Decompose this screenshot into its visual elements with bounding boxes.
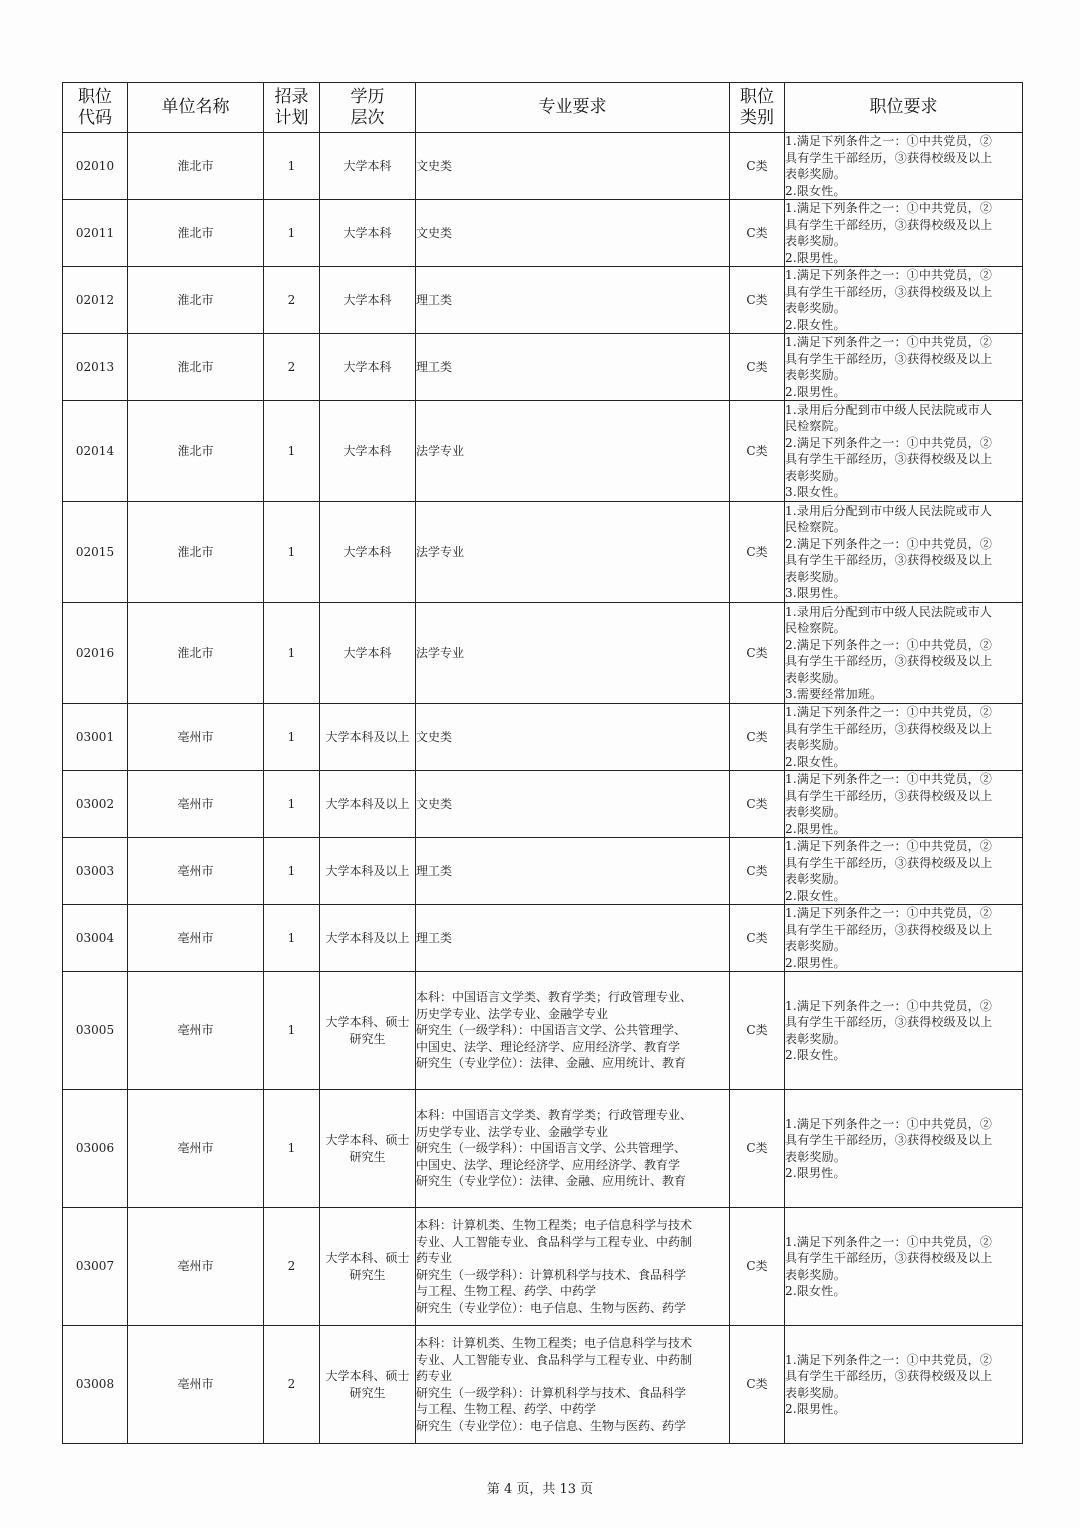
cell-position-code: 03001 bbox=[63, 704, 128, 771]
table-row bbox=[63, 771, 1023, 838]
cell-education-level: 大学本科 bbox=[320, 133, 416, 200]
header-position-requirement-text: 职位要求 bbox=[869, 97, 938, 117]
table-body bbox=[63, 133, 1023, 1444]
major-requirement-line: 中国史、法学、理论经济学、应用经济学、教育学 bbox=[416, 1039, 681, 1054]
cell-position-category: C类 bbox=[730, 704, 785, 771]
header-position-code bbox=[63, 83, 128, 133]
position-requirement-line: 1.满足下列条件之一：①中共党员，② bbox=[785, 1234, 993, 1249]
position-requirement-line: 表彰奖励。 bbox=[785, 670, 847, 685]
cell-position-category: C类 bbox=[730, 334, 785, 401]
position-requirement-line: 表彰奖励。 bbox=[785, 301, 847, 315]
cell-unit-name: 亳州市 bbox=[128, 1326, 264, 1444]
cell-position-code: 03007 bbox=[63, 1208, 128, 1326]
position-requirement-line: 2.限女性。 bbox=[785, 183, 846, 198]
cell-recruit-plan: 1 bbox=[264, 1090, 320, 1208]
position-requirement-line: 表彰奖励。 bbox=[785, 167, 847, 181]
major-requirement-line: 文史类 bbox=[416, 158, 453, 173]
header-recruit-plan bbox=[264, 83, 320, 133]
position-requirement-line: 具有学生干部经历，③获得校级及以上 bbox=[785, 150, 993, 165]
cell-unit-name: 淮北市 bbox=[128, 334, 264, 401]
position-requirement-line: 民检察院。 bbox=[785, 621, 847, 635]
cell-position-code: 02013 bbox=[63, 334, 128, 401]
cell-unit-name: 亳州市 bbox=[128, 771, 264, 838]
cell-education-level: 大学本科、硕士研究生 bbox=[320, 1090, 416, 1208]
cell-position-requirement bbox=[785, 771, 1023, 838]
table-row bbox=[63, 267, 1023, 334]
major-requirement-line: 历史学专业、法学专业、金融学专业 bbox=[416, 1006, 609, 1021]
cell-recruit-plan: 1 bbox=[264, 200, 320, 267]
cell-position-requirement bbox=[785, 1208, 1023, 1326]
cell-position-code: 03006 bbox=[63, 1090, 128, 1208]
position-requirement-line: 1.录用后分配到市中级人民法院或市人 bbox=[785, 503, 993, 518]
position-requirement-line: 2.限男性。 bbox=[785, 384, 846, 399]
position-requirement-line: 1.满足下列条件之一：①中共党员，② bbox=[785, 335, 993, 349]
cell-major-requirement bbox=[416, 1090, 730, 1208]
cell-position-category: C类 bbox=[730, 200, 785, 267]
position-requirement-line: 表彰奖励。 bbox=[785, 1385, 847, 1400]
position-requirement-line: 具有学生干部经历，③获得校级及以上 bbox=[785, 1251, 993, 1265]
cell-major-requirement bbox=[416, 1326, 730, 1444]
header-position-category-text: 职位 类别 bbox=[740, 86, 774, 128]
job-position-table bbox=[62, 82, 1023, 1444]
cell-major-requirement bbox=[416, 905, 730, 972]
table-row bbox=[63, 1326, 1023, 1444]
cell-major-requirement bbox=[416, 1208, 730, 1326]
position-requirement-line: 具有学生干部经历，③获得校级及以上 bbox=[785, 1015, 993, 1029]
position-requirement-line: 表彰奖励。 bbox=[785, 368, 847, 382]
cell-unit-name: 淮北市 bbox=[128, 603, 264, 704]
cell-education-level: 大学本科 bbox=[320, 334, 416, 401]
cell-major-requirement bbox=[416, 771, 730, 838]
major-requirement-line: 药专业 bbox=[416, 1369, 453, 1383]
position-requirement-line: 2.限男性。 bbox=[785, 1166, 846, 1180]
cell-position-category: C类 bbox=[730, 267, 785, 334]
table-row bbox=[63, 1090, 1023, 1208]
cell-position-category: C类 bbox=[730, 1208, 785, 1326]
cell-position-requirement bbox=[785, 502, 1023, 603]
position-requirement-line: 具有学生干部经历，③获得校级及以上 bbox=[785, 788, 993, 803]
position-requirement-line: 具有学生干部经历，③获得校级及以上 bbox=[785, 284, 993, 299]
major-requirement-line: 理工类 bbox=[416, 863, 453, 878]
cell-unit-name: 亳州市 bbox=[128, 905, 264, 972]
position-requirement-line: 1.满足下列条件之一：①中共党员，② bbox=[785, 134, 993, 148]
cell-position-code: 02010 bbox=[63, 133, 128, 200]
position-requirement-line: 2.满足下列条件之一：①中共党员，② bbox=[785, 435, 993, 450]
cell-education-level: 大学本科 bbox=[320, 200, 416, 267]
major-requirement-line: 理工类 bbox=[416, 359, 453, 374]
position-requirement-line: 2.限女性。 bbox=[785, 888, 846, 903]
major-requirement-line: 与工程、生物工程、药学、中药学 bbox=[416, 1402, 597, 1416]
major-requirement-line: 研究生（专业学位）：法律、金融、应用统计、教育 bbox=[416, 1056, 687, 1071]
cell-education-level: 大学本科 bbox=[320, 502, 416, 603]
major-requirement-line: 本科：中国语言文学类、教育学类；行政管理专业、 bbox=[416, 1108, 693, 1123]
cell-major-requirement bbox=[416, 704, 730, 771]
cell-position-requirement bbox=[785, 1326, 1023, 1444]
cell-education-level: 大学本科及以上 bbox=[320, 704, 416, 771]
cell-major-requirement bbox=[416, 972, 730, 1090]
position-requirement-line: 1.满足下列条件之一：①中共党员，② bbox=[785, 906, 993, 920]
cell-position-code: 03004 bbox=[63, 905, 128, 972]
cell-unit-name: 淮北市 bbox=[128, 502, 264, 603]
position-requirement-line: 表彰奖励。 bbox=[785, 569, 847, 584]
cell-position-code: 03005 bbox=[63, 972, 128, 1090]
position-requirement-line: 2.限男性。 bbox=[785, 821, 846, 836]
cell-position-code: 02012 bbox=[63, 267, 128, 334]
position-requirement-line: 表彰奖励。 bbox=[785, 738, 847, 752]
position-requirement-line: 民检察院。 bbox=[785, 419, 847, 433]
header-major-requirement bbox=[416, 83, 730, 133]
major-requirement-line: 研究生（一级学科）：计算机科学与技术、食品科学 bbox=[416, 1385, 687, 1400]
position-requirement-line: 2.限女性。 bbox=[785, 1284, 846, 1298]
position-requirement-line: 表彰奖励。 bbox=[785, 805, 847, 819]
position-requirement-line: 具有学生干部经历，③获得校级及以上 bbox=[785, 654, 993, 668]
cell-position-category: C类 bbox=[730, 838, 785, 905]
cell-unit-name: 淮北市 bbox=[128, 200, 264, 267]
major-requirement-line: 研究生（专业学位）：电子信息、生物与医药、药学 bbox=[416, 1300, 687, 1315]
position-requirement-line: 1.满足下列条件之一：①中共党员，② bbox=[785, 1352, 993, 1367]
cell-major-requirement bbox=[416, 838, 730, 905]
major-requirement-line: 中国史、法学、理论经济学、应用经济学、教育学 bbox=[416, 1157, 681, 1172]
position-requirement-line: 2.满足下列条件之一：①中共党员，② bbox=[785, 536, 993, 551]
cell-recruit-plan: 1 bbox=[264, 905, 320, 972]
header-recruit-plan-text: 招录 计划 bbox=[274, 86, 309, 128]
major-requirement-line: 文史类 bbox=[416, 729, 453, 744]
cell-unit-name: 亳州市 bbox=[128, 704, 264, 771]
cell-education-level: 大学本科及以上 bbox=[320, 771, 416, 838]
cell-education-level: 大学本科、硕士研究生 bbox=[320, 1326, 416, 1444]
cell-position-category: C类 bbox=[730, 972, 785, 1090]
position-requirement-line: 1.满足下列条件之一：①中共党员，② bbox=[785, 839, 993, 853]
position-requirement-line: 1.满足下列条件之一：①中共党员，② bbox=[785, 998, 993, 1013]
table-row bbox=[63, 502, 1023, 603]
major-requirement-line: 理工类 bbox=[416, 292, 453, 307]
cell-position-requirement bbox=[785, 704, 1023, 771]
cell-unit-name: 亳州市 bbox=[128, 1208, 264, 1326]
position-requirement-line: 具有学生干部经历，③获得校级及以上 bbox=[785, 452, 993, 466]
position-requirement-line: 表彰奖励。 bbox=[785, 1149, 847, 1164]
cell-recruit-plan: 1 bbox=[264, 603, 320, 704]
cell-position-category: C类 bbox=[730, 133, 785, 200]
cell-unit-name: 淮北市 bbox=[128, 401, 264, 502]
position-requirement-line: 表彰奖励。 bbox=[785, 1031, 847, 1046]
position-requirement-line: 2.满足下列条件之一：①中共党员，② bbox=[785, 637, 993, 652]
header-education-level-text: 学历 层次 bbox=[350, 86, 385, 128]
major-requirement-line: 研究生（专业学位）：电子信息、生物与医药、药学 bbox=[416, 1418, 687, 1433]
table-row bbox=[63, 133, 1023, 200]
position-requirement-line: 2.限女性。 bbox=[785, 1048, 846, 1062]
position-requirement-line: 具有学生干部经历，③获得校级及以上 bbox=[785, 922, 993, 937]
major-requirement-line: 法学专业 bbox=[416, 544, 465, 559]
major-requirement-line: 文史类 bbox=[416, 225, 453, 240]
position-requirement-line: 3.需要经常加班。 bbox=[785, 687, 883, 701]
header-position-requirement bbox=[785, 83, 1023, 133]
cell-education-level: 大学本科 bbox=[320, 603, 416, 704]
cell-position-requirement bbox=[785, 603, 1023, 704]
major-requirement-line: 专业、人工智能专业、食品科学与工程专业、中药制 bbox=[416, 1234, 693, 1249]
table-row bbox=[63, 905, 1023, 972]
table-header-row bbox=[63, 83, 1023, 133]
position-requirement-line: 具有学生干部经历，③获得校级及以上 bbox=[785, 553, 993, 567]
cell-major-requirement bbox=[416, 502, 730, 603]
cell-recruit-plan: 2 bbox=[264, 334, 320, 401]
cell-position-requirement bbox=[785, 133, 1023, 200]
position-requirement-line: 具有学生干部经历，③获得校级及以上 bbox=[785, 1133, 993, 1147]
header-unit-name-text: 单位名称 bbox=[161, 97, 230, 117]
position-requirement-line: 表彰奖励。 bbox=[785, 872, 847, 886]
position-requirement-line: 具有学生干部经历，③获得校级及以上 bbox=[785, 721, 993, 736]
major-requirement-line: 研究生（一级学科）：中国语言文学、公共管理学、 bbox=[416, 1023, 687, 1038]
cell-position-code: 03008 bbox=[63, 1326, 128, 1444]
cell-major-requirement bbox=[416, 200, 730, 267]
header-position-category bbox=[730, 83, 785, 133]
position-requirement-line: 3.限女性。 bbox=[785, 485, 846, 499]
header-education-level bbox=[320, 83, 416, 133]
cell-major-requirement bbox=[416, 133, 730, 200]
major-requirement-line: 研究生（专业学位）：法律、金融、应用统计、教育 bbox=[416, 1174, 687, 1189]
cell-recruit-plan: 1 bbox=[264, 502, 320, 603]
position-requirement-line: 1.录用后分配到市中级人民法院或市人 bbox=[785, 402, 993, 417]
position-requirement-line: 2.限男性。 bbox=[785, 1402, 846, 1416]
header-unit-name bbox=[128, 83, 264, 133]
cell-position-requirement bbox=[785, 1090, 1023, 1208]
position-requirement-line: 1.录用后分配到市中级人民法院或市人 bbox=[785, 604, 993, 619]
cell-position-requirement bbox=[785, 334, 1023, 401]
cell-education-level: 大学本科及以上 bbox=[320, 838, 416, 905]
position-requirement-line: 具有学生干部经历，③获得校级及以上 bbox=[785, 855, 993, 870]
cell-position-requirement bbox=[785, 200, 1023, 267]
cell-recruit-plan: 1 bbox=[264, 704, 320, 771]
major-requirement-line: 药专业 bbox=[416, 1251, 453, 1265]
page-footer: 第 4 页，共 13 页 bbox=[486, 1482, 594, 1497]
cell-position-category: C类 bbox=[730, 1090, 785, 1208]
cell-major-requirement bbox=[416, 603, 730, 704]
position-requirement-line: 1.满足下列条件之一：①中共党员，② bbox=[785, 772, 993, 786]
position-requirement-line: 表彰奖励。 bbox=[785, 939, 847, 953]
major-requirement-line: 专业、人工智能专业、食品科学与工程专业、中药制 bbox=[416, 1352, 693, 1367]
cell-major-requirement bbox=[416, 334, 730, 401]
cell-education-level: 大学本科 bbox=[320, 267, 416, 334]
position-requirement-line: 具有学生干部经历，③获得校级及以上 bbox=[785, 217, 993, 232]
cell-position-requirement bbox=[785, 838, 1023, 905]
cell-recruit-plan: 2 bbox=[264, 1326, 320, 1444]
position-requirement-line: 2.限男性。 bbox=[785, 955, 846, 970]
cell-position-requirement bbox=[785, 905, 1023, 972]
cell-recruit-plan: 1 bbox=[264, 401, 320, 502]
cell-position-code: 02011 bbox=[63, 200, 128, 267]
cell-position-requirement bbox=[785, 401, 1023, 502]
header-position-code-text: 职位 代码 bbox=[78, 86, 112, 128]
table-row bbox=[63, 1208, 1023, 1326]
cell-recruit-plan: 1 bbox=[264, 771, 320, 838]
major-requirement-line: 理工类 bbox=[416, 930, 453, 945]
position-requirement-line: 1.满足下列条件之一：①中共党员，② bbox=[785, 1116, 993, 1131]
position-requirement-line: 2.限男性。 bbox=[785, 250, 846, 265]
table-row bbox=[63, 838, 1023, 905]
position-requirement-line: 3.限男性。 bbox=[785, 586, 846, 600]
cell-unit-name: 淮北市 bbox=[128, 267, 264, 334]
table-row bbox=[63, 334, 1023, 401]
position-requirement-line: 民检察院。 bbox=[785, 520, 847, 534]
position-requirement-line: 2.限女性。 bbox=[785, 754, 846, 769]
position-requirement-line: 具有学生干部经历，③获得校级及以上 bbox=[785, 1369, 993, 1383]
cell-position-code: 02015 bbox=[63, 502, 128, 603]
table-row bbox=[63, 972, 1023, 1090]
cell-major-requirement bbox=[416, 267, 730, 334]
major-requirement-line: 研究生（一级学科）：中国语言文学、公共管理学、 bbox=[416, 1141, 687, 1156]
major-requirement-line: 本科：中国语言文学类、教育学类；行政管理专业、 bbox=[416, 990, 693, 1005]
cell-recruit-plan: 1 bbox=[264, 972, 320, 1090]
table-row bbox=[63, 603, 1023, 704]
cell-position-code: 03002 bbox=[63, 771, 128, 838]
cell-position-requirement bbox=[785, 972, 1023, 1090]
cell-position-category: C类 bbox=[730, 905, 785, 972]
major-requirement-line: 文史类 bbox=[416, 796, 453, 811]
major-requirement-line: 法学专业 bbox=[416, 443, 465, 458]
table-row bbox=[63, 704, 1023, 771]
cell-position-category: C类 bbox=[730, 603, 785, 704]
table-row bbox=[63, 401, 1023, 502]
cell-position-code: 02014 bbox=[63, 401, 128, 502]
cell-unit-name: 亳州市 bbox=[128, 838, 264, 905]
major-requirement-line: 历史学专业、法学专业、金融学专业 bbox=[416, 1124, 609, 1139]
cell-unit-name: 亳州市 bbox=[128, 1090, 264, 1208]
cell-recruit-plan: 2 bbox=[264, 267, 320, 334]
cell-major-requirement bbox=[416, 401, 730, 502]
major-requirement-line: 法学专业 bbox=[416, 645, 465, 660]
header-major-requirement-text: 专业要求 bbox=[538, 97, 607, 117]
cell-position-category: C类 bbox=[730, 401, 785, 502]
cell-recruit-plan: 2 bbox=[264, 1208, 320, 1326]
major-requirement-line: 本科：计算机类、生物工程类；电子信息科学与技术 bbox=[416, 1336, 693, 1350]
cell-unit-name: 亳州市 bbox=[128, 972, 264, 1090]
major-requirement-line: 本科：计算机类、生物工程类；电子信息科学与技术 bbox=[416, 1218, 693, 1232]
position-requirement-line: 1.满足下列条件之一：①中共党员，② bbox=[785, 201, 993, 215]
cell-position-category: C类 bbox=[730, 771, 785, 838]
cell-position-code: 03003 bbox=[63, 838, 128, 905]
position-requirement-line: 表彰奖励。 bbox=[785, 1267, 847, 1282]
cell-position-code: 02016 bbox=[63, 603, 128, 704]
cell-position-category: C类 bbox=[730, 1326, 785, 1444]
cell-recruit-plan: 1 bbox=[264, 838, 320, 905]
cell-education-level: 大学本科、硕士研究生 bbox=[320, 972, 416, 1090]
cell-position-category: C类 bbox=[730, 502, 785, 603]
position-requirement-line: 1.满足下列条件之一：①中共党员，② bbox=[785, 705, 993, 719]
cell-education-level: 大学本科、硕士研究生 bbox=[320, 1208, 416, 1326]
major-requirement-line: 研究生（一级学科）：计算机科学与技术、食品科学 bbox=[416, 1267, 687, 1282]
cell-unit-name: 淮北市 bbox=[128, 133, 264, 200]
cell-education-level: 大学本科 bbox=[320, 401, 416, 502]
major-requirement-line: 与工程、生物工程、药学、中药学 bbox=[416, 1284, 597, 1298]
table-row bbox=[63, 200, 1023, 267]
position-requirement-line: 表彰奖励。 bbox=[785, 468, 847, 483]
position-requirement-line: 表彰奖励。 bbox=[785, 234, 847, 248]
position-requirement-line: 1.满足下列条件之一：①中共党员，② bbox=[785, 268, 993, 282]
cell-education-level: 大学本科及以上 bbox=[320, 905, 416, 972]
position-requirement-line: 2.限女性。 bbox=[785, 317, 846, 332]
position-requirement-line: 具有学生干部经历，③获得校级及以上 bbox=[785, 351, 993, 366]
cell-recruit-plan: 1 bbox=[264, 133, 320, 200]
cell-position-requirement bbox=[785, 267, 1023, 334]
